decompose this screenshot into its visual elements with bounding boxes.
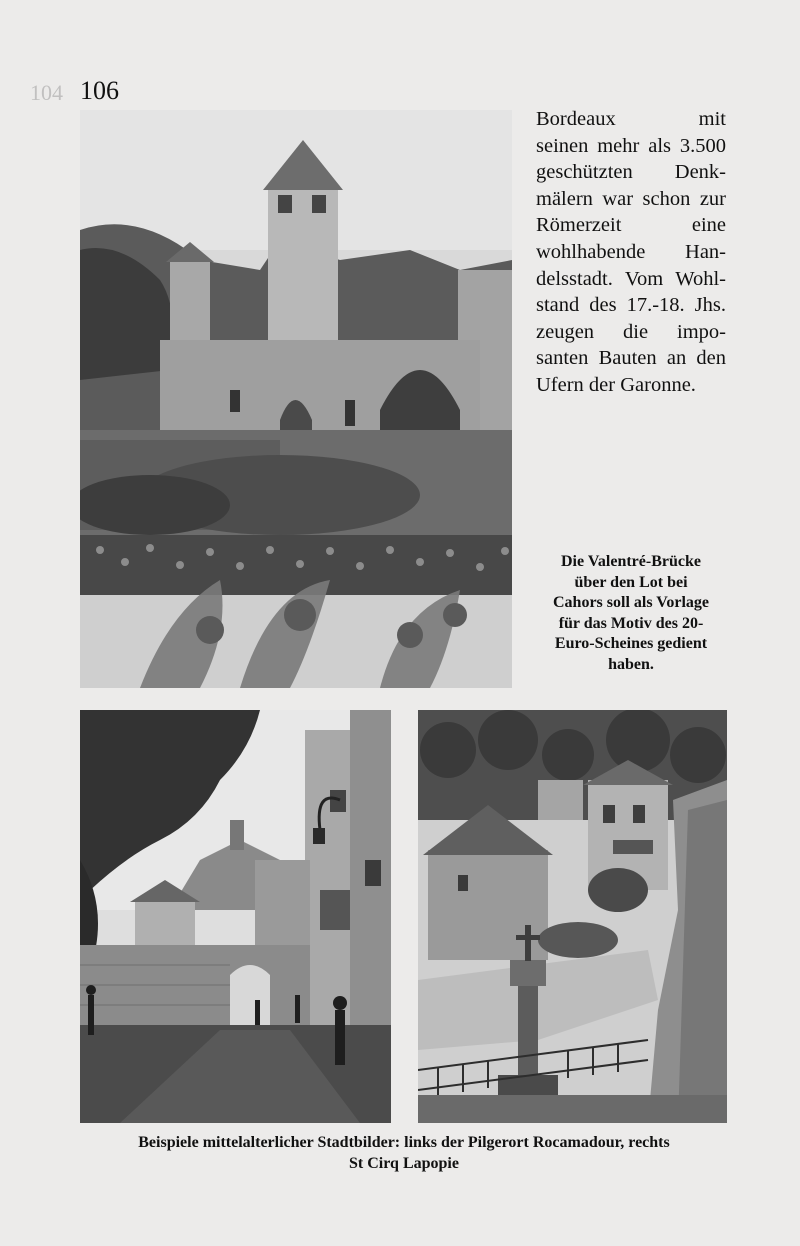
town-photos-caption (80, 1132, 728, 1174)
text-line: Römerzeit eine (536, 214, 726, 237)
valentre-bridge-image (80, 110, 512, 688)
text-line: Bordeaux mit (536, 108, 726, 130)
text-line: geschützten Denk- (536, 161, 726, 184)
text-line: mälern war schon zur (536, 187, 726, 210)
valentre-bridge-photo (80, 110, 512, 688)
bridge-caption (528, 552, 734, 675)
st-cirq-lapopie-photo (418, 710, 727, 1123)
text-line: seinen mehr als 3.500 (536, 134, 726, 157)
text-line: zeugen die impo- (536, 320, 726, 343)
caption-line: Beispiele mittelalterlicher Stadtbilder: links der Pilgerort Rocamadour, rechts (138, 1134, 670, 1151)
text-line: santen Bauten an den (536, 347, 726, 370)
caption-line: Die Valentré-Brücke (561, 553, 701, 570)
main-paragraph (536, 106, 726, 399)
rocamadour-image (80, 710, 391, 1123)
caption-line: Euro-Scheines gedient (554, 635, 708, 652)
text-line: stand des 17.-18. Jhs. (536, 294, 726, 317)
caption-line: Cahors soll als Vorlage (552, 594, 709, 611)
caption-line: über den Lot bei (574, 573, 688, 591)
caption-line: haben. (608, 655, 654, 673)
page-number: 106 (80, 76, 119, 105)
text-line: wohlhabende Han- (536, 240, 726, 263)
st-cirq-lapopie-image (418, 710, 727, 1123)
text-line: Ufern der Garonne. (536, 373, 696, 396)
text-line: delsstadt. Vom Wohl- (536, 267, 726, 290)
bleed-through-ghost: 104 (30, 80, 63, 105)
caption-line: St Cirq Lapopie (349, 1155, 459, 1172)
rocamadour-photo (80, 710, 391, 1123)
caption-line: für das Motiv des 20- (558, 614, 704, 632)
